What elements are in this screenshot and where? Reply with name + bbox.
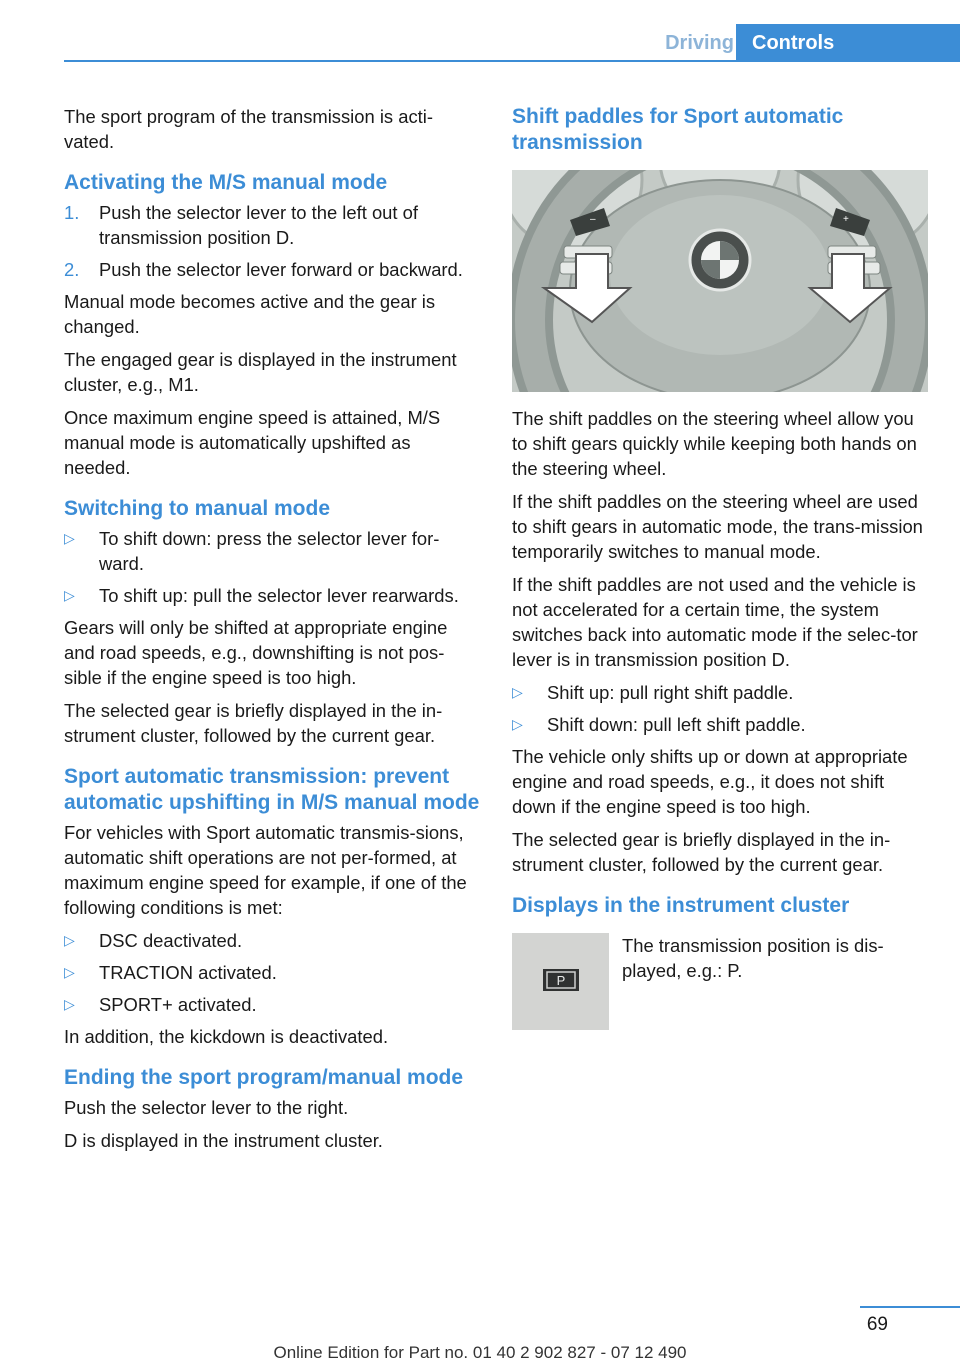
list-item-text: TRACTION activated. <box>99 962 277 983</box>
list-item <box>64 526 480 576</box>
list-item <box>64 583 480 608</box>
triangle-right-icon: ▷ <box>64 932 75 948</box>
list-item-text: Shift up: pull right shift paddle. <box>547 682 794 703</box>
triangle-right-icon: ▷ <box>512 716 523 732</box>
paragraph: The vehicle only shifts up or down at appropriate engine and road speeds, e.g., it does not shift down if the engine speed is too high. <box>512 746 908 817</box>
paragraph: If the shift paddles on the steering wheel are used to shift gears in automatic mode, the trans‐mission temporarily switches to manual mode. <box>512 491 923 562</box>
triangle-right-icon: ▷ <box>64 587 75 603</box>
list-item-text: DSC deactivated. <box>99 930 243 951</box>
step-number: 1. <box>64 202 80 223</box>
triangle-right-icon: ▷ <box>512 684 523 700</box>
step-number: 2. <box>64 259 80 280</box>
list-item-text: SPORT+ activated. <box>99 994 257 1015</box>
header-section-tab: Driving <box>665 32 734 54</box>
heading-sport-automatic: Sport automatic transmission: prevent automatic upshifting in M/S manual mode <box>64 765 480 814</box>
step-text: Push the selector lever to the left out of transmission position D. <box>99 202 418 248</box>
intro-text: The sport program of the transmission is acti‐vated. <box>64 106 433 152</box>
step-text: Push the selector lever forward or backward. <box>99 259 463 280</box>
list-item <box>64 960 480 985</box>
display-description: The transmission position is dis‐played, e.g.: P. <box>622 935 884 981</box>
paragraph: The engaged gear is displayed in the instrument cluster, e.g., M1. <box>64 349 457 395</box>
paragraph: Gears will only be shifted at appropriate engine and road speeds, e.g., downshifting is not pos‐sible if the engine speed is too high. <box>64 617 448 688</box>
paragraph: Once maximum engine speed is attained, M/S manual mode is automatically upshifted as needed. <box>64 407 441 478</box>
steering-wheel-illustration <box>512 170 928 392</box>
heading-ending-sport-program: Ending the sport program/manual mode <box>64 1066 464 1089</box>
paddle-minus-label: – <box>590 214 596 225</box>
gear-display-icon <box>512 933 609 1030</box>
list-item <box>64 992 480 1017</box>
paragraph: If the shift paddles are not used and the vehicle is not accelerated for a certain time, the system switches back into automatic mode if the selec‐tor lever is in transmission position D. <box>512 574 918 670</box>
paragraph: Push the selector lever to the right. <box>64 1097 349 1118</box>
header-chapter-tab: Controls <box>736 24 960 62</box>
triangle-right-icon: ▷ <box>64 964 75 980</box>
paragraph: The selected gear is briefly displayed in the in‐strument cluster, followed by the current gear. <box>512 829 891 875</box>
step-item <box>64 200 480 250</box>
paragraph: D is displayed in the instrument cluster. <box>64 1130 383 1151</box>
page-number: 69 <box>866 1314 888 1335</box>
list-item-text: Shift down: pull left shift paddle. <box>547 714 806 735</box>
paragraph: For vehicles with Sport automatic transmis‐sions, automatic shift operations are not per‐formed, at maximum engine speed for example, if one of the following conditions is met: <box>64 822 467 918</box>
list-item <box>512 680 930 705</box>
heading-activating-manual-mode: Activating the M/S manual mode <box>64 171 388 194</box>
left-column <box>64 104 480 1161</box>
instrument-cluster-image <box>512 933 609 1030</box>
triangle-right-icon: ▷ <box>64 996 75 1012</box>
paragraph: The shift paddles on the steering wheel allow you to shift gears quickly while keeping both hands on the steering wheel. <box>512 408 917 479</box>
paragraph: Manual mode becomes active and the gear is changed. <box>64 291 436 337</box>
footer-rule <box>860 1306 960 1308</box>
triangle-right-icon: ▷ <box>64 530 75 546</box>
list-item <box>512 712 930 737</box>
gear-position-label: P <box>556 973 566 988</box>
paragraph: In addition, the kickdown is deactivated. <box>64 1026 389 1047</box>
display-example <box>512 933 930 1033</box>
header-rule <box>64 60 960 62</box>
heading-switching-manual-mode: Switching to manual mode <box>64 497 331 520</box>
paragraph: The selected gear is briefly displayed in the in‐strument cluster, followed by the current gear. <box>64 700 443 746</box>
list-item-text: To shift up: pull the selector lever rearwards. <box>99 585 459 606</box>
list-item-text: To shift down: press the selector lever for‐ward. <box>99 528 440 574</box>
edition-footer: Online Edition for Part no. 01 40 2 902 827 - 07 12 490 <box>273 1343 687 1362</box>
heading-displays-instrument-cluster: Displays in the instrument cluster <box>512 894 850 917</box>
steering-wheel-image <box>512 170 928 392</box>
step-item <box>64 257 480 282</box>
heading-shift-paddles: Shift paddles for Sport automatic transmission <box>512 105 844 154</box>
right-column <box>512 104 930 1033</box>
list-item <box>64 928 480 953</box>
paddle-plus-label: + <box>843 214 849 225</box>
